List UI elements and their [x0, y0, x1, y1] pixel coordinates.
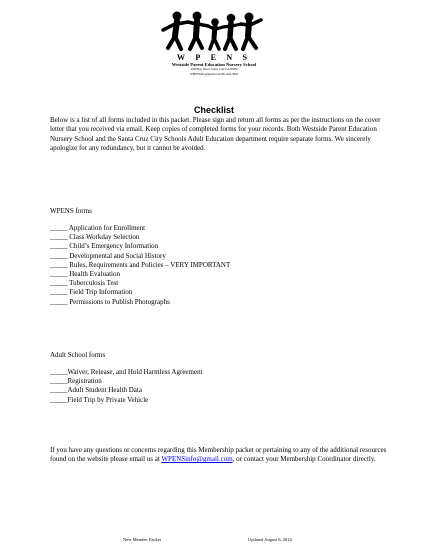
logo-letter: E — [210, 53, 217, 62]
checklist-item: _____ Permissions to Publish Photographs — [50, 297, 170, 306]
wpens-forms-list — [50, 224, 390, 307]
checklist-item: _____ Developmental and Social History — [50, 251, 166, 260]
checklist-item: _____Adult Student Health Data — [50, 386, 142, 395]
adult-school-forms-list — [50, 368, 390, 405]
wpens-forms-heading: WPENS forms — [50, 207, 92, 215]
checklist-item: _____ Health Evaluation — [50, 269, 120, 278]
logo-letter: S — [242, 53, 248, 62]
logo-letters — [155, 53, 270, 62]
contact-paragraph — [50, 446, 390, 465]
checklist-item: _____ Field Trip Information — [50, 288, 133, 297]
checklist-item: _____ Tuberculosis Test — [50, 279, 119, 288]
school-logo — [155, 8, 270, 68]
checklist-item: _____ Application for Enrollment — [50, 224, 146, 232]
email-link[interactable]: WPENSinfo@gmail.com — [161, 455, 233, 464]
contact-text-after: , or contact your Membership Coordinator directly. — [232, 455, 376, 464]
intro-paragraph: Below is a list of all forms included in this packet. Please sign and return all forms as per the instructions on the cover letter that you received via email. Keep copies of completed forms for your records. Both Westside Parent Education Nursery School and the Santa Cruz City Schools Adult Education department require separate forms. We sincerely apologize for any redundancy, but it cannot be avoided. — [50, 116, 381, 153]
logo-letter: N — [226, 53, 234, 62]
footer-left: New Member Packet — [123, 537, 161, 542]
checklist-item: _____ Class Workday Selection — [50, 233, 140, 242]
logo-letter: P — [195, 53, 202, 62]
contact-text-before: If you have any questions or concerns regarding this Membership packet or pertaining to any of the additional resources found on the website please email us at — [50, 446, 387, 464]
page-title: Checklist — [193, 105, 235, 115]
school-name: Westside Parent Education Nursery School — [171, 62, 257, 67]
school-contact: WPENSinfo@gmail.com 831-425-3903 — [189, 72, 239, 76]
adult-school-forms-heading: Adult School forms — [50, 351, 106, 359]
checklist-item: _____Registration — [50, 377, 102, 386]
checklist-item: _____Field Trip by Private Vehicle — [50, 395, 149, 404]
school-letterhead — [140, 62, 288, 77]
checklist-item: _____ Child’s Emergency Information — [50, 242, 159, 251]
logo-letter: W — [177, 53, 186, 62]
school-address: 1029 Bay Street, Santa Cruz CA 95060 — [190, 67, 238, 71]
checklist-item: _____ Rules, Requirements and Policies – VERY IMPORTANT — [50, 260, 231, 269]
footer-right: Updated August 6, 2014 — [248, 537, 292, 542]
dancing-figures-icon — [155, 8, 270, 56]
checklist-item: _____Waiver, Release, and Hold Harmless Agreement — [50, 368, 203, 376]
